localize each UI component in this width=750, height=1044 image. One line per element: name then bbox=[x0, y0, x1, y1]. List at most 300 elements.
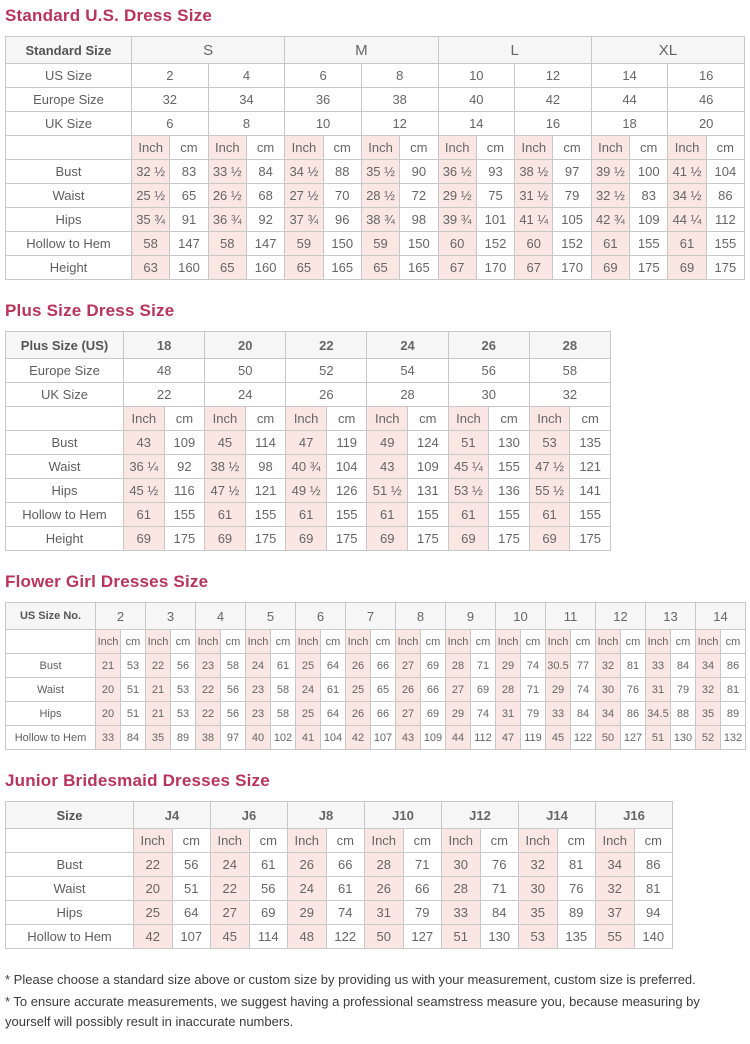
measurement-cell: 93 bbox=[476, 160, 514, 184]
row-label: Europe Size bbox=[6, 359, 124, 383]
measurement-cell: 60 bbox=[438, 232, 476, 256]
size-value-cell: 6 bbox=[285, 64, 362, 88]
measurement-cell: 21 bbox=[96, 654, 121, 678]
measurement-row bbox=[6, 455, 611, 479]
row-label: Hollow to Hem bbox=[6, 503, 124, 527]
measurement-cell: 77 bbox=[571, 654, 596, 678]
measurement-cell: 53 bbox=[121, 654, 146, 678]
size-column-header: J8 bbox=[288, 802, 365, 829]
measurement-cell: 33 ½ bbox=[208, 160, 246, 184]
unit-header-cm: cm bbox=[403, 829, 442, 853]
measurement-cell: 69 bbox=[421, 654, 446, 678]
measurement-cell: 165 bbox=[400, 256, 438, 280]
measurement-cell: 26 bbox=[288, 853, 327, 877]
measurement-cell: 147 bbox=[170, 232, 208, 256]
measurement-cell: 97 bbox=[553, 160, 591, 184]
size-column-header: 2 bbox=[96, 603, 146, 630]
measurement-cell: 65 bbox=[208, 256, 246, 280]
measurement-cell: 32 bbox=[696, 678, 721, 702]
size-value-cell: 6 bbox=[132, 112, 209, 136]
measurement-cell: 36 ½ bbox=[438, 160, 476, 184]
measurement-cell: 84 bbox=[571, 702, 596, 726]
measurement-cell: 152 bbox=[476, 232, 514, 256]
measurement-cell: 56 bbox=[221, 702, 246, 726]
measurement-cell: 28 bbox=[365, 853, 404, 877]
size-value-cell: 18 bbox=[591, 112, 668, 136]
measurement-cell: 130 bbox=[480, 925, 519, 949]
measurement-cell: 61 bbox=[529, 503, 570, 527]
measurement-cell: 33 bbox=[546, 702, 571, 726]
measurement-cell: 26 bbox=[396, 678, 421, 702]
measurement-cell: 155 bbox=[570, 503, 611, 527]
standard-corner-label: Standard Size bbox=[6, 37, 132, 64]
measurement-cell: 25 bbox=[296, 654, 321, 678]
measurement-cell: 150 bbox=[400, 232, 438, 256]
measurement-cell: 26 bbox=[346, 702, 371, 726]
measurement-row bbox=[6, 431, 611, 455]
measurement-cell: 69 bbox=[668, 256, 706, 280]
size-value-cell: 34 bbox=[208, 88, 285, 112]
unit-header-inch: Inch bbox=[285, 136, 323, 160]
measurement-cell: 61 bbox=[326, 877, 365, 901]
empty-corner-cell bbox=[6, 136, 132, 160]
measurement-cell: 35 bbox=[696, 702, 721, 726]
unit-header-row bbox=[6, 407, 611, 431]
measurement-cell: 132 bbox=[721, 726, 746, 750]
size-value-cell: 4 bbox=[208, 64, 285, 88]
measurement-cell: 31 bbox=[496, 702, 521, 726]
measurement-cell: 22 bbox=[196, 702, 221, 726]
measurement-cell: 96 bbox=[323, 208, 361, 232]
unit-header-cm: cm bbox=[326, 407, 367, 431]
measurement-cell: 119 bbox=[326, 431, 367, 455]
unit-header-cm: cm bbox=[634, 829, 673, 853]
measurement-cell: 44 bbox=[446, 726, 471, 750]
measurement-cell: 28 bbox=[442, 877, 481, 901]
measurement-cell: 65 bbox=[170, 184, 208, 208]
size-column-header: 13 bbox=[646, 603, 696, 630]
measurement-cell: 114 bbox=[249, 925, 288, 949]
size-value-cell: 58 bbox=[529, 359, 610, 383]
size-column-header: 24 bbox=[367, 332, 448, 359]
measurement-cell: 104 bbox=[706, 160, 744, 184]
unit-header-cm: cm bbox=[371, 630, 396, 654]
row-label: Hips bbox=[6, 702, 96, 726]
unit-header-cm: cm bbox=[408, 407, 449, 431]
measurement-cell: 66 bbox=[371, 702, 396, 726]
measurement-cell: 91 bbox=[170, 208, 208, 232]
size-column-header: 10 bbox=[496, 603, 546, 630]
measurement-cell: 69 bbox=[448, 527, 489, 551]
measurement-cell: 155 bbox=[245, 503, 286, 527]
size-column-header: 26 bbox=[448, 332, 529, 359]
measurement-cell: 109 bbox=[630, 208, 668, 232]
measurement-cell: 27 bbox=[396, 702, 421, 726]
measurement-cell: 29 bbox=[546, 678, 571, 702]
measurement-cell: 42 bbox=[134, 925, 173, 949]
unit-header-inch: Inch bbox=[196, 630, 221, 654]
measurement-cell: 20 bbox=[96, 678, 121, 702]
measurement-cell: 33 bbox=[442, 901, 481, 925]
table-header-row bbox=[6, 603, 746, 630]
measurement-cell: 32 bbox=[596, 877, 635, 901]
measurement-cell: 48 bbox=[288, 925, 327, 949]
measurement-cell: 122 bbox=[326, 925, 365, 949]
measurement-cell: 23 bbox=[246, 702, 271, 726]
unit-header-inch: Inch bbox=[396, 630, 421, 654]
junior-bridesmaid-size-title: Junior Bridesmaid Dresses Size bbox=[5, 771, 270, 790]
size-column-header: 22 bbox=[286, 332, 367, 359]
measurement-cell: 69 bbox=[421, 702, 446, 726]
unit-header-cm: cm bbox=[164, 407, 205, 431]
unit-header-inch: Inch bbox=[438, 136, 476, 160]
size-column-header: 20 bbox=[205, 332, 286, 359]
measurement-cell: 49 bbox=[367, 431, 408, 455]
measurement-cell: 34 ½ bbox=[668, 184, 706, 208]
measurement-cell: 21 bbox=[146, 702, 171, 726]
measurement-cell: 58 bbox=[271, 678, 296, 702]
measurement-cell: 30 bbox=[596, 678, 621, 702]
size-value-cell: 42 bbox=[515, 88, 592, 112]
measurement-cell: 61 bbox=[367, 503, 408, 527]
measurement-cell: 61 bbox=[321, 678, 346, 702]
measurement-cell: 130 bbox=[671, 726, 696, 750]
measurement-cell: 51 bbox=[121, 678, 146, 702]
measurement-cell: 34 bbox=[696, 654, 721, 678]
measurement-cell: 84 bbox=[121, 726, 146, 750]
measurement-cell: 76 bbox=[557, 877, 596, 901]
row-label: Height bbox=[6, 527, 124, 551]
measurement-cell: 28 bbox=[496, 678, 521, 702]
measurement-cell: 97 bbox=[221, 726, 246, 750]
size-value-cell: 8 bbox=[361, 64, 438, 88]
measurement-row bbox=[6, 232, 745, 256]
measurement-cell: 41 ¼ bbox=[515, 208, 553, 232]
size-value-cell: 8 bbox=[208, 112, 285, 136]
measurement-cell: 47 ½ bbox=[205, 479, 246, 503]
measurement-cell: 31 ½ bbox=[515, 184, 553, 208]
measurement-cell: 155 bbox=[706, 232, 744, 256]
measurement-cell: 36 ¼ bbox=[124, 455, 165, 479]
measurement-cell: 38 ½ bbox=[515, 160, 553, 184]
flower-corner-label: US Size No. bbox=[6, 603, 96, 630]
measurement-cell: 81 bbox=[634, 877, 673, 901]
measurement-cell: 32 ½ bbox=[132, 160, 170, 184]
measurement-cell: 83 bbox=[170, 160, 208, 184]
standard-size-table bbox=[5, 36, 745, 280]
row-label: Waist bbox=[6, 678, 96, 702]
footnote-accurate-measurements: * To ensure accurate measurements, we suggest having a professional seamstress measure you, because measuring by yourself will possibly result in inaccurate numbers. bbox=[5, 994, 700, 1030]
size-column-header: M bbox=[285, 37, 438, 64]
measurement-cell: 107 bbox=[172, 925, 211, 949]
size-value-cell: 40 bbox=[438, 88, 515, 112]
measurement-cell: 35 bbox=[519, 901, 558, 925]
measurement-cell: 175 bbox=[164, 527, 205, 551]
measurement-cell: 38 ½ bbox=[205, 455, 246, 479]
measurement-cell: 155 bbox=[489, 503, 530, 527]
measurement-cell: 94 bbox=[634, 901, 673, 925]
measurement-cell: 61 bbox=[286, 503, 327, 527]
measurement-cell: 121 bbox=[245, 479, 286, 503]
unit-header-inch: Inch bbox=[442, 829, 481, 853]
measurement-cell: 135 bbox=[557, 925, 596, 949]
measurement-cell: 107 bbox=[371, 726, 396, 750]
measurement-cell: 130 bbox=[489, 431, 530, 455]
size-column-header: 4 bbox=[196, 603, 246, 630]
row-label: US Size bbox=[6, 64, 132, 88]
measurement-cell: 51 bbox=[121, 702, 146, 726]
unit-header-row bbox=[6, 136, 745, 160]
unit-header-cm: cm bbox=[471, 630, 496, 654]
table-header-row bbox=[6, 37, 745, 64]
size-value-cell: 24 bbox=[205, 383, 286, 407]
flower-girl-size-title: Flower Girl Dresses Size bbox=[5, 572, 209, 591]
measurement-row bbox=[6, 160, 745, 184]
section-standard-size bbox=[5, 6, 745, 280]
standard-size-title: Standard U.S. Dress Size bbox=[5, 6, 212, 25]
measurement-cell: 175 bbox=[408, 527, 449, 551]
unit-header-cm: cm bbox=[170, 136, 208, 160]
junior-bridesmaid-table-container bbox=[5, 801, 745, 949]
measurement-cell: 86 bbox=[621, 702, 646, 726]
size-column-header: J6 bbox=[211, 802, 288, 829]
unit-header-inch: Inch bbox=[361, 136, 399, 160]
measurement-cell: 58 bbox=[132, 232, 170, 256]
junior-corner-label: Size bbox=[6, 802, 134, 829]
unit-header-inch: Inch bbox=[596, 630, 621, 654]
measurement-cell: 66 bbox=[326, 853, 365, 877]
empty-corner-cell bbox=[6, 829, 134, 853]
measurement-cell: 36 ¾ bbox=[208, 208, 246, 232]
measurement-cell: 26 ½ bbox=[208, 184, 246, 208]
size-value-cell: 30 bbox=[448, 383, 529, 407]
size-column-header: 7 bbox=[346, 603, 396, 630]
unit-header-cm: cm bbox=[480, 829, 519, 853]
section-junior-bridesmaid-size bbox=[5, 771, 745, 949]
unit-header-inch: Inch bbox=[296, 630, 321, 654]
measurement-cell: 175 bbox=[326, 527, 367, 551]
table-header-row bbox=[6, 332, 611, 359]
measurement-cell: 105 bbox=[553, 208, 591, 232]
unit-header-inch: Inch bbox=[496, 630, 521, 654]
measurement-cell: 25 bbox=[134, 901, 173, 925]
unit-header-inch: Inch bbox=[519, 829, 558, 853]
measurement-cell: 43 bbox=[396, 726, 421, 750]
measurement-cell: 127 bbox=[621, 726, 646, 750]
size-column-header: L bbox=[438, 37, 591, 64]
measurement-cell: 23 bbox=[196, 654, 221, 678]
measurement-cell: 89 bbox=[721, 702, 746, 726]
measurement-cell: 53 bbox=[519, 925, 558, 949]
measurement-cell: 61 bbox=[205, 503, 246, 527]
measurement-cell: 30 bbox=[442, 853, 481, 877]
measurement-cell: 74 bbox=[521, 654, 546, 678]
measurement-cell: 71 bbox=[480, 877, 519, 901]
measurement-cell: 175 bbox=[630, 256, 668, 280]
empty-corner-cell bbox=[6, 407, 124, 431]
unit-header-cm: cm bbox=[489, 407, 530, 431]
measurement-cell: 109 bbox=[408, 455, 449, 479]
footnote-standard-size: * Please choose a standard size above or custom size by providing us with your measurement, custom size is preferred. bbox=[5, 972, 696, 987]
measurement-cell: 155 bbox=[164, 503, 205, 527]
measurement-cell: 25 bbox=[346, 678, 371, 702]
size-value-cell: 46 bbox=[668, 88, 745, 112]
size-value-cell: 52 bbox=[286, 359, 367, 383]
measurement-cell: 89 bbox=[171, 726, 196, 750]
measurement-cell: 61 bbox=[591, 232, 629, 256]
size-value-cell: 38 bbox=[361, 88, 438, 112]
unit-header-cm: cm bbox=[221, 630, 246, 654]
measurement-cell: 24 bbox=[246, 654, 271, 678]
size-column-header: 12 bbox=[596, 603, 646, 630]
measurement-cell: 71 bbox=[521, 678, 546, 702]
measurement-cell: 26 bbox=[365, 877, 404, 901]
row-label: Hips bbox=[6, 479, 124, 503]
unit-header-inch: Inch bbox=[591, 136, 629, 160]
measurement-cell: 42 ¾ bbox=[591, 208, 629, 232]
measurement-cell: 35 ¾ bbox=[132, 208, 170, 232]
measurement-cell: 79 bbox=[671, 678, 696, 702]
measurement-cell: 147 bbox=[246, 232, 284, 256]
measurement-cell: 35 bbox=[146, 726, 171, 750]
size-column-header: 28 bbox=[529, 332, 610, 359]
unit-header-inch: Inch bbox=[124, 407, 165, 431]
measurement-cell: 79 bbox=[553, 184, 591, 208]
measurement-cell: 116 bbox=[164, 479, 205, 503]
measurement-cell: 135 bbox=[570, 431, 611, 455]
measurement-cell: 56 bbox=[171, 654, 196, 678]
unit-header-cm: cm bbox=[630, 136, 668, 160]
unit-header-cm: cm bbox=[557, 829, 596, 853]
size-conversion-row bbox=[6, 112, 745, 136]
measurement-cell: 74 bbox=[326, 901, 365, 925]
measurement-cell: 60 bbox=[515, 232, 553, 256]
unit-header-cm: cm bbox=[671, 630, 696, 654]
measurement-cell: 98 bbox=[400, 208, 438, 232]
unit-header-cm: cm bbox=[476, 136, 514, 160]
measurement-cell: 24 bbox=[288, 877, 327, 901]
measurement-cell: 58 bbox=[208, 232, 246, 256]
measurement-cell: 75 bbox=[476, 184, 514, 208]
unit-header-inch: Inch bbox=[646, 630, 671, 654]
size-column-header: J14 bbox=[519, 802, 596, 829]
measurement-cell: 29 bbox=[496, 654, 521, 678]
measurement-cell: 124 bbox=[408, 431, 449, 455]
measurement-cell: 79 bbox=[403, 901, 442, 925]
measurement-cell: 84 bbox=[246, 160, 284, 184]
measurement-cell: 56 bbox=[221, 678, 246, 702]
measurement-cell: 88 bbox=[671, 702, 696, 726]
measurement-cell: 56 bbox=[172, 853, 211, 877]
measurement-cell: 47 ½ bbox=[529, 455, 570, 479]
measurement-cell: 64 bbox=[321, 654, 346, 678]
measurement-cell: 24 bbox=[296, 678, 321, 702]
measurement-cell: 44 ¼ bbox=[668, 208, 706, 232]
measurement-cell: 67 bbox=[515, 256, 553, 280]
size-column-header: J10 bbox=[365, 802, 442, 829]
measurement-cell: 170 bbox=[553, 256, 591, 280]
unit-header-inch: Inch bbox=[546, 630, 571, 654]
measurement-cell: 47 bbox=[286, 431, 327, 455]
plus-corner-label: Plus Size (US) bbox=[6, 332, 124, 359]
measurement-cell: 20 bbox=[134, 877, 173, 901]
measurement-cell: 109 bbox=[164, 431, 205, 455]
measurement-cell: 40 ¾ bbox=[286, 455, 327, 479]
row-label: Bust bbox=[6, 160, 132, 184]
footnotes bbox=[5, 970, 747, 1032]
size-column-header: 14 bbox=[696, 603, 746, 630]
size-conversion-row bbox=[6, 88, 745, 112]
row-label: Hollow to Hem bbox=[6, 925, 134, 949]
measurement-cell: 38 ¾ bbox=[361, 208, 399, 232]
measurement-cell: 29 bbox=[288, 901, 327, 925]
size-value-cell: 28 bbox=[367, 383, 448, 407]
unit-header-cm: cm bbox=[171, 630, 196, 654]
unit-header-cm: cm bbox=[571, 630, 596, 654]
measurement-cell: 69 bbox=[471, 678, 496, 702]
measurement-cell: 49 ½ bbox=[286, 479, 327, 503]
measurement-cell: 55 ½ bbox=[529, 479, 570, 503]
measurement-cell: 61 bbox=[668, 232, 706, 256]
unit-header-cm: cm bbox=[553, 136, 591, 160]
measurement-cell: 26 bbox=[346, 654, 371, 678]
size-value-cell: 2 bbox=[132, 64, 209, 88]
measurement-cell: 25 bbox=[296, 702, 321, 726]
measurement-cell: 65 bbox=[361, 256, 399, 280]
measurement-cell: 32 bbox=[596, 654, 621, 678]
measurement-cell: 64 bbox=[321, 702, 346, 726]
unit-header-inch: Inch bbox=[346, 630, 371, 654]
measurement-cell: 33 bbox=[96, 726, 121, 750]
measurement-cell: 126 bbox=[326, 479, 367, 503]
measurement-cell: 69 bbox=[124, 527, 165, 551]
measurement-cell: 122 bbox=[571, 726, 596, 750]
measurement-cell: 88 bbox=[323, 160, 361, 184]
size-value-cell: 14 bbox=[438, 112, 515, 136]
measurement-cell: 69 bbox=[529, 527, 570, 551]
unit-header-cm: cm bbox=[721, 630, 746, 654]
measurement-cell: 81 bbox=[557, 853, 596, 877]
measurement-cell: 32 bbox=[519, 853, 558, 877]
measurement-cell: 27 bbox=[396, 654, 421, 678]
measurement-cell: 175 bbox=[570, 527, 611, 551]
measurement-cell: 32 ½ bbox=[591, 184, 629, 208]
measurement-cell: 24 bbox=[211, 853, 250, 877]
measurement-cell: 102 bbox=[271, 726, 296, 750]
unit-header-inch: Inch bbox=[448, 407, 489, 431]
measurement-cell: 61 bbox=[124, 503, 165, 527]
size-conversion-row bbox=[6, 64, 745, 88]
measurement-cell: 35 ½ bbox=[361, 160, 399, 184]
section-flower-girl-size bbox=[5, 572, 745, 750]
measurement-cell: 175 bbox=[706, 256, 744, 280]
measurement-cell: 61 bbox=[448, 503, 489, 527]
unit-header-inch: Inch bbox=[146, 630, 171, 654]
measurement-cell: 30 bbox=[519, 877, 558, 901]
row-label: Hips bbox=[6, 208, 132, 232]
unit-header-cm: cm bbox=[521, 630, 546, 654]
measurement-cell: 47 bbox=[496, 726, 521, 750]
measurement-row bbox=[6, 853, 673, 877]
measurement-cell: 22 bbox=[134, 853, 173, 877]
unit-header-cm: cm bbox=[421, 630, 446, 654]
unit-header-inch: Inch bbox=[596, 829, 635, 853]
unit-header-inch: Inch bbox=[286, 407, 327, 431]
measurement-cell: 51 bbox=[646, 726, 671, 750]
measurement-row bbox=[6, 208, 745, 232]
measurement-cell: 34 bbox=[596, 702, 621, 726]
measurement-cell: 22 bbox=[196, 678, 221, 702]
